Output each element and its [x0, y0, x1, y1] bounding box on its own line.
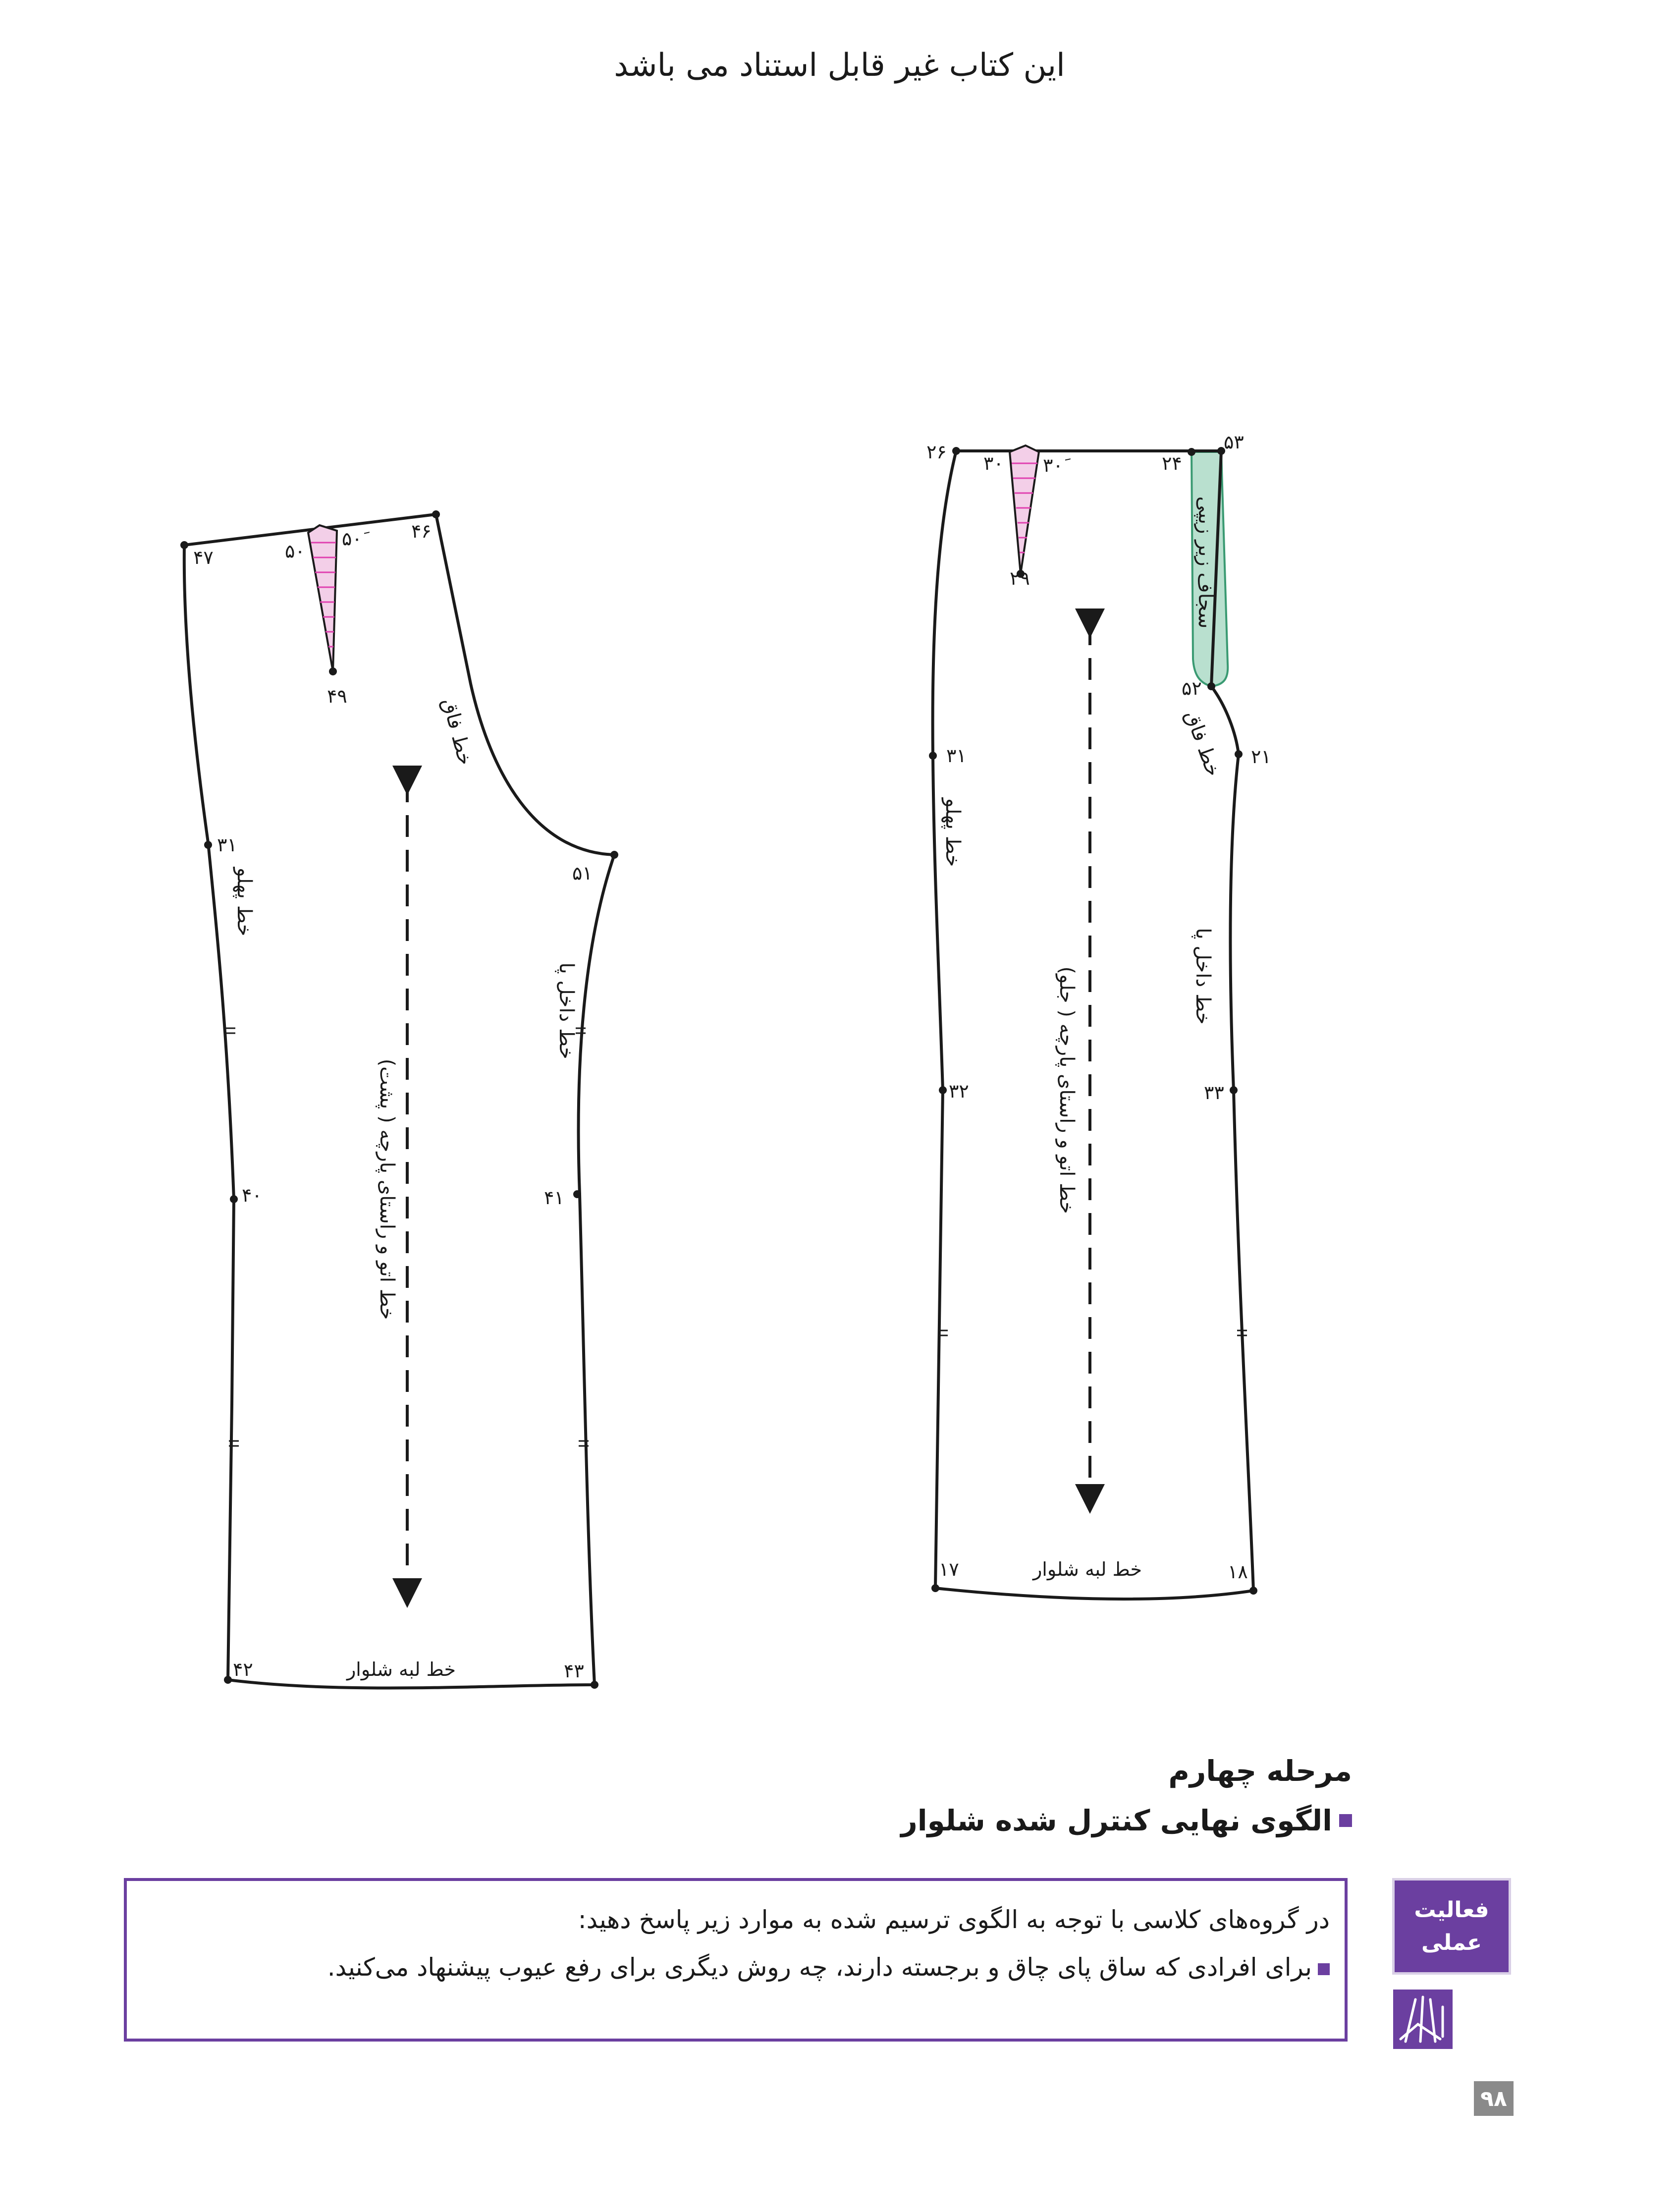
section-subtitle: الگوی نهایی کنترل شده شلوار: [901, 1804, 1332, 1837]
subtitle-row: [901, 1804, 1352, 1837]
bullet-icon: [1318, 1963, 1330, 1975]
back-point-49: ۴۹: [327, 685, 347, 707]
front-hem-label: خط لبه شلوار: [1032, 1558, 1142, 1580]
front-point-21: ۲۱: [1251, 746, 1271, 768]
back-point-47: ۴۷: [193, 547, 214, 568]
front-point-31: ۳۱: [946, 745, 967, 767]
front-point-30b: ۳۰َ: [1043, 454, 1063, 476]
back-point-40: ۴۰: [242, 1184, 262, 1206]
back-point-41: ۴۱: [544, 1187, 564, 1209]
back-point-42: ۴۲: [233, 1659, 253, 1680]
back-dart: [308, 525, 337, 671]
activity-instruction: در گروه‌های کلاسی با توجه به الگوی ترسیم شده به موارد زیر پاسخ دهید:: [578, 1905, 1330, 1934]
front-inseam-label: خط داخل پا: [1192, 928, 1214, 1025]
bullet-icon: [1339, 1814, 1352, 1827]
page-number: ۹۸: [1474, 2081, 1514, 2116]
front-facing-label: سجاف زیر زیپی: [1194, 496, 1217, 629]
activity-box: [124, 1878, 1348, 2042]
back-inseam-label: خط داخل پا: [555, 962, 578, 1059]
front-point-33: ۳۳: [1204, 1082, 1224, 1104]
activity-badge-line1: فعالیت: [1414, 1897, 1489, 1923]
front-point-29: ۲۹: [1010, 567, 1030, 589]
front-point-24: ۲۴: [1162, 452, 1182, 474]
front-point-32: ۳۲: [949, 1080, 969, 1102]
front-point-17: ۱۷: [939, 1558, 959, 1580]
activity-question: [141, 1943, 1330, 1991]
front-point-26: ۲۶: [926, 441, 947, 463]
front-dart: [1010, 445, 1039, 574]
back-point-50: ۵۰: [285, 540, 305, 562]
tools-icon: [1393, 1990, 1453, 2049]
activity-text: [141, 1896, 1330, 1991]
back-pattern-outline: [184, 514, 614, 1688]
back-crotch-label: خط فاق: [437, 696, 477, 768]
back-grain-label: خط اتو و راستای پارچه ( پشت): [376, 1058, 398, 1320]
front-grain-label: خط اتو و راستای پارچه ( جلو): [1055, 966, 1078, 1214]
page-header: این کتاب غیر قابل استناد می باشد: [614, 47, 1065, 84]
front-point-18: ۱۸: [1228, 1561, 1248, 1583]
back-point-51: ۵۱: [572, 862, 593, 884]
activity-badge: [1392, 1878, 1511, 1975]
back-point-46: ۴۶: [411, 520, 432, 542]
back-pattern: [180, 510, 618, 1689]
front-side-label: خط پهلو: [941, 798, 964, 867]
back-point-50b: ۵۰َ: [342, 528, 362, 550]
back-point-dots: [180, 510, 618, 1689]
back-side-label: خط پهلو: [233, 867, 256, 937]
front-point-30: ۳۰: [983, 452, 1004, 474]
front-notches: [938, 1330, 1247, 1335]
back-hem-label: خط لبه شلوار: [346, 1659, 456, 1680]
activity-badge-line2: عملی: [1421, 1930, 1482, 1955]
front-pattern: [926, 431, 1271, 1599]
back-point-43: ۴۳: [564, 1660, 584, 1682]
activity-question-text: برای افرادی که ساق پای چاق و برجسته دارند، چه روش دیگری برای رفع عیوب پیشنهاد می‌کنید.: [327, 1953, 1312, 1982]
back-point-31: ۳۱: [217, 834, 237, 856]
front-point-53: ۵۳: [1224, 431, 1244, 453]
stage-title: مرحله چهارم: [1168, 1754, 1352, 1788]
front-crotch-label: خط فاق: [1180, 707, 1225, 780]
front-point-52: ۵۲: [1182, 677, 1202, 699]
